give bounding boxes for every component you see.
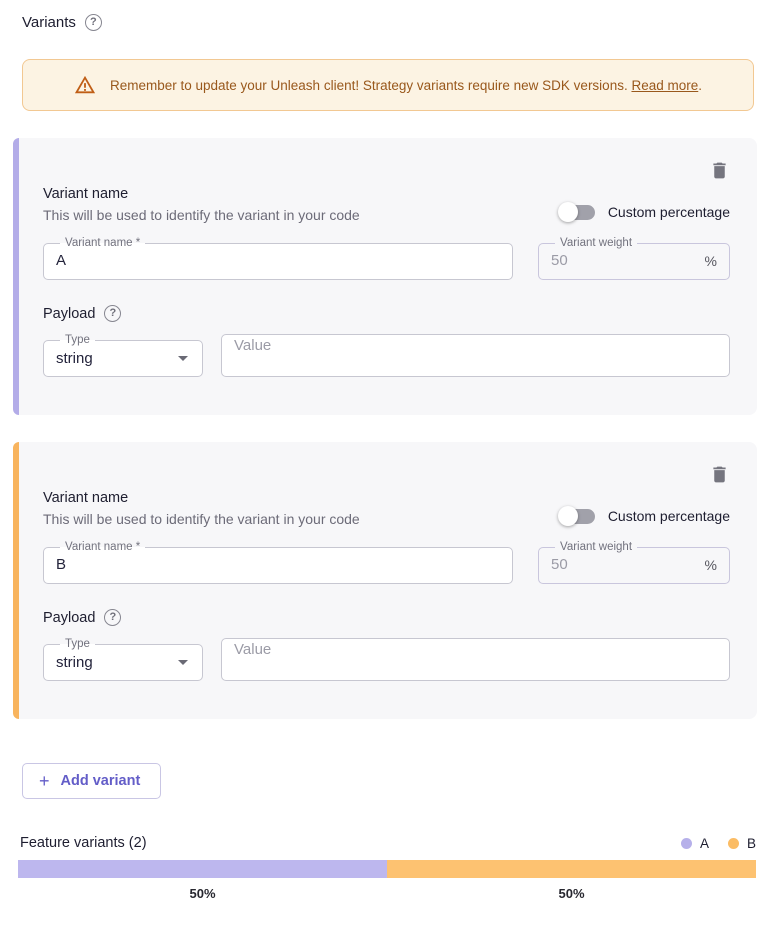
read-more-link[interactable]: Read more (631, 77, 699, 93)
legend-label-a: A (699, 835, 709, 851)
legend-dot-a (681, 838, 692, 849)
variants-panel (0, 14, 776, 901)
toggle-switch-icon[interactable] (558, 202, 596, 222)
variant-weight-field-label: Variant weight (560, 237, 633, 249)
card-toolbar (43, 462, 730, 486)
payload-value-field (221, 638, 730, 681)
payload-type-value: string (56, 654, 93, 671)
variant-card-a (13, 138, 757, 415)
variant-name-heading: Variant name (43, 490, 129, 506)
card-header (43, 186, 730, 223)
feature-variants-summary (20, 835, 756, 851)
payload-value-input[interactable] (234, 639, 717, 658)
card-header-text (43, 186, 360, 223)
distribution-labels (18, 886, 756, 901)
card-header (43, 490, 730, 527)
payload-type-label: Type (65, 334, 90, 346)
payload-fields-row (43, 638, 730, 681)
variant-weight-input[interactable] (551, 554, 705, 573)
legend-label-b: B (746, 835, 756, 851)
variant-accent-bar (13, 442, 19, 719)
payload-value-field (221, 334, 730, 377)
add-variant-label: Add variant (60, 773, 141, 789)
payload-value-input[interactable] (234, 335, 717, 354)
payload-fields-row (43, 334, 730, 377)
variant-card-b (13, 442, 757, 719)
chevron-down-icon (178, 660, 188, 665)
payload-label: Payload (43, 609, 96, 626)
payload-help-icon[interactable]: ? (104, 609, 121, 626)
variant-name-input[interactable] (56, 250, 500, 269)
sdk-warning-alert (22, 59, 754, 111)
custom-percentage-label: Custom percentage (607, 508, 730, 524)
payload-label: Payload (43, 305, 96, 322)
variant-name-field-label: Variant name * (65, 237, 141, 249)
percent-unit: % (704, 252, 717, 269)
card-toolbar (43, 158, 730, 182)
distribution-segment-b (387, 860, 756, 878)
trash-icon (709, 464, 730, 485)
percent-unit: % (704, 556, 717, 573)
payload-type-value: string (56, 350, 93, 367)
variant-name-subtitle: This will be used to identify the variant in your code (43, 207, 360, 223)
variant-name-subtitle: This will be used to identify the variant in your code (43, 511, 360, 527)
variants-help-icon[interactable]: ? (85, 14, 102, 31)
legend-item-a (681, 836, 709, 851)
feature-variants-title: Feature variants (2) (20, 835, 147, 851)
name-weight-row (43, 541, 730, 584)
variant-weight-input[interactable] (551, 250, 705, 269)
variant-name-field (43, 541, 513, 584)
card-header-text (43, 490, 360, 527)
payload-type-label: Type (65, 638, 90, 650)
alert-message: Remember to update your Unleash client! Strategy variants require new SDK versions. (109, 77, 628, 93)
segment-b-percent: 50% (558, 886, 585, 901)
add-variant-button[interactable] (22, 763, 161, 799)
plus-icon: + (39, 771, 50, 791)
legend-dot-b (728, 838, 739, 849)
delete-variant-button[interactable] (709, 462, 730, 486)
variant-weight-field-label: Variant weight (560, 541, 633, 553)
payload-help-icon[interactable]: ? (104, 305, 121, 322)
custom-percentage-label: Custom percentage (607, 204, 730, 220)
page-title: Variants (22, 14, 76, 31)
payload-header (43, 609, 730, 626)
toggle-switch-icon[interactable] (558, 506, 596, 526)
warning-icon (74, 74, 96, 96)
trash-icon (709, 160, 730, 181)
alert-suffix: . (698, 77, 703, 93)
variant-weight-field (538, 541, 730, 584)
payload-header (43, 305, 730, 322)
variant-name-input[interactable] (56, 554, 500, 573)
distribution-segment-a (18, 860, 387, 878)
variant-name-heading: Variant name (43, 186, 129, 202)
alert-text (110, 78, 702, 93)
custom-percentage-toggle[interactable] (558, 506, 730, 526)
variant-weight-field (538, 237, 730, 280)
variant-accent-bar (13, 138, 19, 415)
chevron-down-icon (178, 356, 188, 361)
variant-name-field (43, 237, 513, 280)
name-weight-row (43, 237, 730, 280)
variants-legend (681, 836, 756, 851)
payload-type-select[interactable] (43, 638, 203, 681)
legend-item-b (728, 836, 756, 851)
variant-name-field-label: Variant name * (65, 541, 141, 553)
page-title-row (22, 14, 754, 31)
custom-percentage-toggle[interactable] (558, 202, 730, 222)
delete-variant-button[interactable] (709, 158, 730, 182)
variants-distribution-bar (18, 860, 756, 878)
payload-type-select[interactable] (43, 334, 203, 377)
segment-a-percent: 50% (189, 886, 216, 901)
